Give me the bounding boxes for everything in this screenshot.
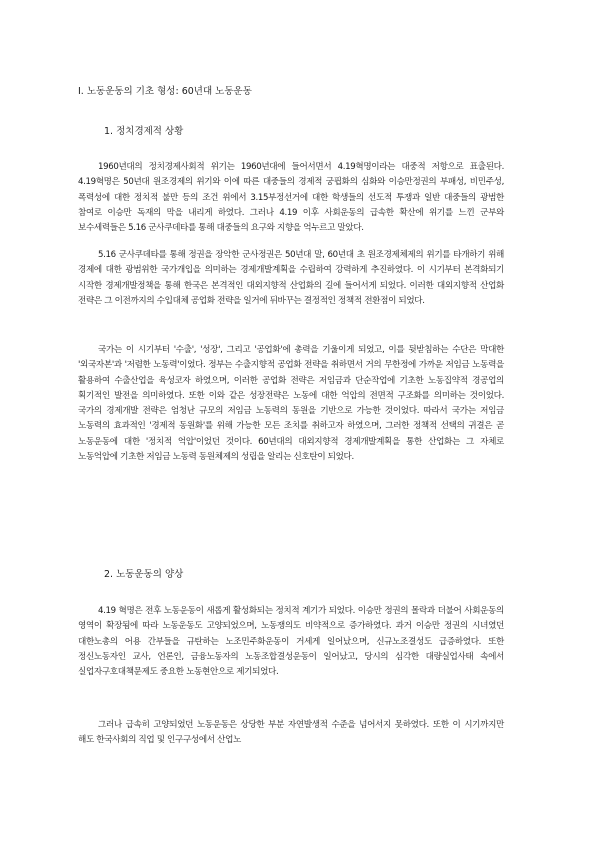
- section-2-paragraph-1: 4.19 혁명은 전후 노동운동이 새롭게 활성화되는 정치적 계기가 되었다. 이승만 정권의 몰락과 더불어 사회운동의 영역이 확장됨에 따라 노동운동도 고양되었으며, 노동쟁의도 비약적으로 증가하였다. 과거 이승만 정권의 시녀였던 대한노총의 어용 간부들을 규탄하는 노조민주화운동이 거세게 일어났으며, 신규노조결성도 급증하였다. 또한 정신노동자인 교사, 언론인, 금융노동자의 노동조합결성운동이 일어났고, 당시의 심각한 대량실업사태 속에서 실업자구호대책문제도 중요한 노동현안으로 제기되었다.: [78, 606, 504, 678]
- section-1-title: 1. 정치경제적 상황: [104, 126, 184, 137]
- section-2-paragraph-2: 그러나 급속히 고양되었던 노동운동은 상당한 부분 자연발생적 수준을 넘어서지 못하였다. 또한 이 시기까지만 해도 한국사회의 직업 및 인구구성에서 산업노: [78, 720, 504, 746]
- section-1-paragraph-2: 5.16 군사쿠데타를 통해 정권을 장악한 군사정권은 50년대 말, 60년대 초 원조경제체제의 위기를 타개하기 위해 경제에 대한 광범위한 국가개입을 의미하는 경제개발계획을 수립하여 강력하게 추진하였다. 이 시기부터 본격화되기 시작한 경제개발정책을 통해 한국은 본격적인 대외지향적 산업화의 길에 들어서게 되었다. 이러한 대외지향적 산업화 전략은 그 이전까지의 수입대체 공업화 전략을 일거에 뒤바꾸는 결정적인 정책적 전환점이 되었다.: [78, 250, 504, 306]
- chapter-title: I. 노동운동의 기초 형성: 60년대 노동운동: [78, 86, 252, 97]
- section-2-title: 2. 노동운동의 양상: [104, 569, 184, 580]
- section-1-paragraph-3: 국가는 이 시기부터 '수출', '성장', 그리고 '공업화'에 총력을 기울이게 되었고, 이를 뒷받침하는 수단은 막대한 '외국자본'과 '저렴한 노동력'이었다. 정부는 수출지향적 공업화 전략을 취하면서 거의 무한정에 가까운 저임금 노동력을 활용하여 수출산업을 육성코자 하였으며, 이러한 공업화 전략은 저임금과 단순작업에 기초한 노동집약적 경공업의 획기적인 발전을 의미하였다. 또한 이와 같은 성장전략은 노동에 대한 억압의 전면적 구조화를 의미하는 것이었다. 국가의 경제개발 전략은 엄청난 규모의 저임금 노동력의 동원을 기반으로 가능한 것이었다. 따라서 국가는 저임금 노동력의 효과적인 '경제적 동원화'를 위해 가능한 모든 조치를 취하고자 하였으며, 그러한 정책적 선택의 귀결은 곧 노동운동에 대한 '정치적 억압'이었던 것이다. 60년대의 대외지향적 경제개발계획을 통한 산업화는 그 자체로 노동억압에 기초한 저임금 노동력 동원체제의 성립을 알리는 신호탄이 되었다.: [78, 345, 504, 463]
- section-1-paragraph-1: 1960년대의 정치경제사회적 위기는 1960년대에 들어서면서 4.19혁명이라는 대중적 저항으로 표출된다. 4.19혁명은 50년대 원조경제의 위기와 이에 따른 대중들의 경제적 궁핍화의 심화와 이승만정권의 부패성, 비민주성, 폭력성에 대한 정치적 불만 등의 조건 위에서 3.15부정선거에 대한 학생들의 선도적 투쟁과 일반 대중들의 광범한 참여로 이승만 독재의 막을 내리게 하였다. 그러나 4.19 이후 사회운동의 급속한 확산에 위기를 느낀 군부와 보수세력들은 5.16 군사쿠데타를 통해 대중들의 요구와 지향을 억누르고 말았다.: [78, 162, 504, 234]
